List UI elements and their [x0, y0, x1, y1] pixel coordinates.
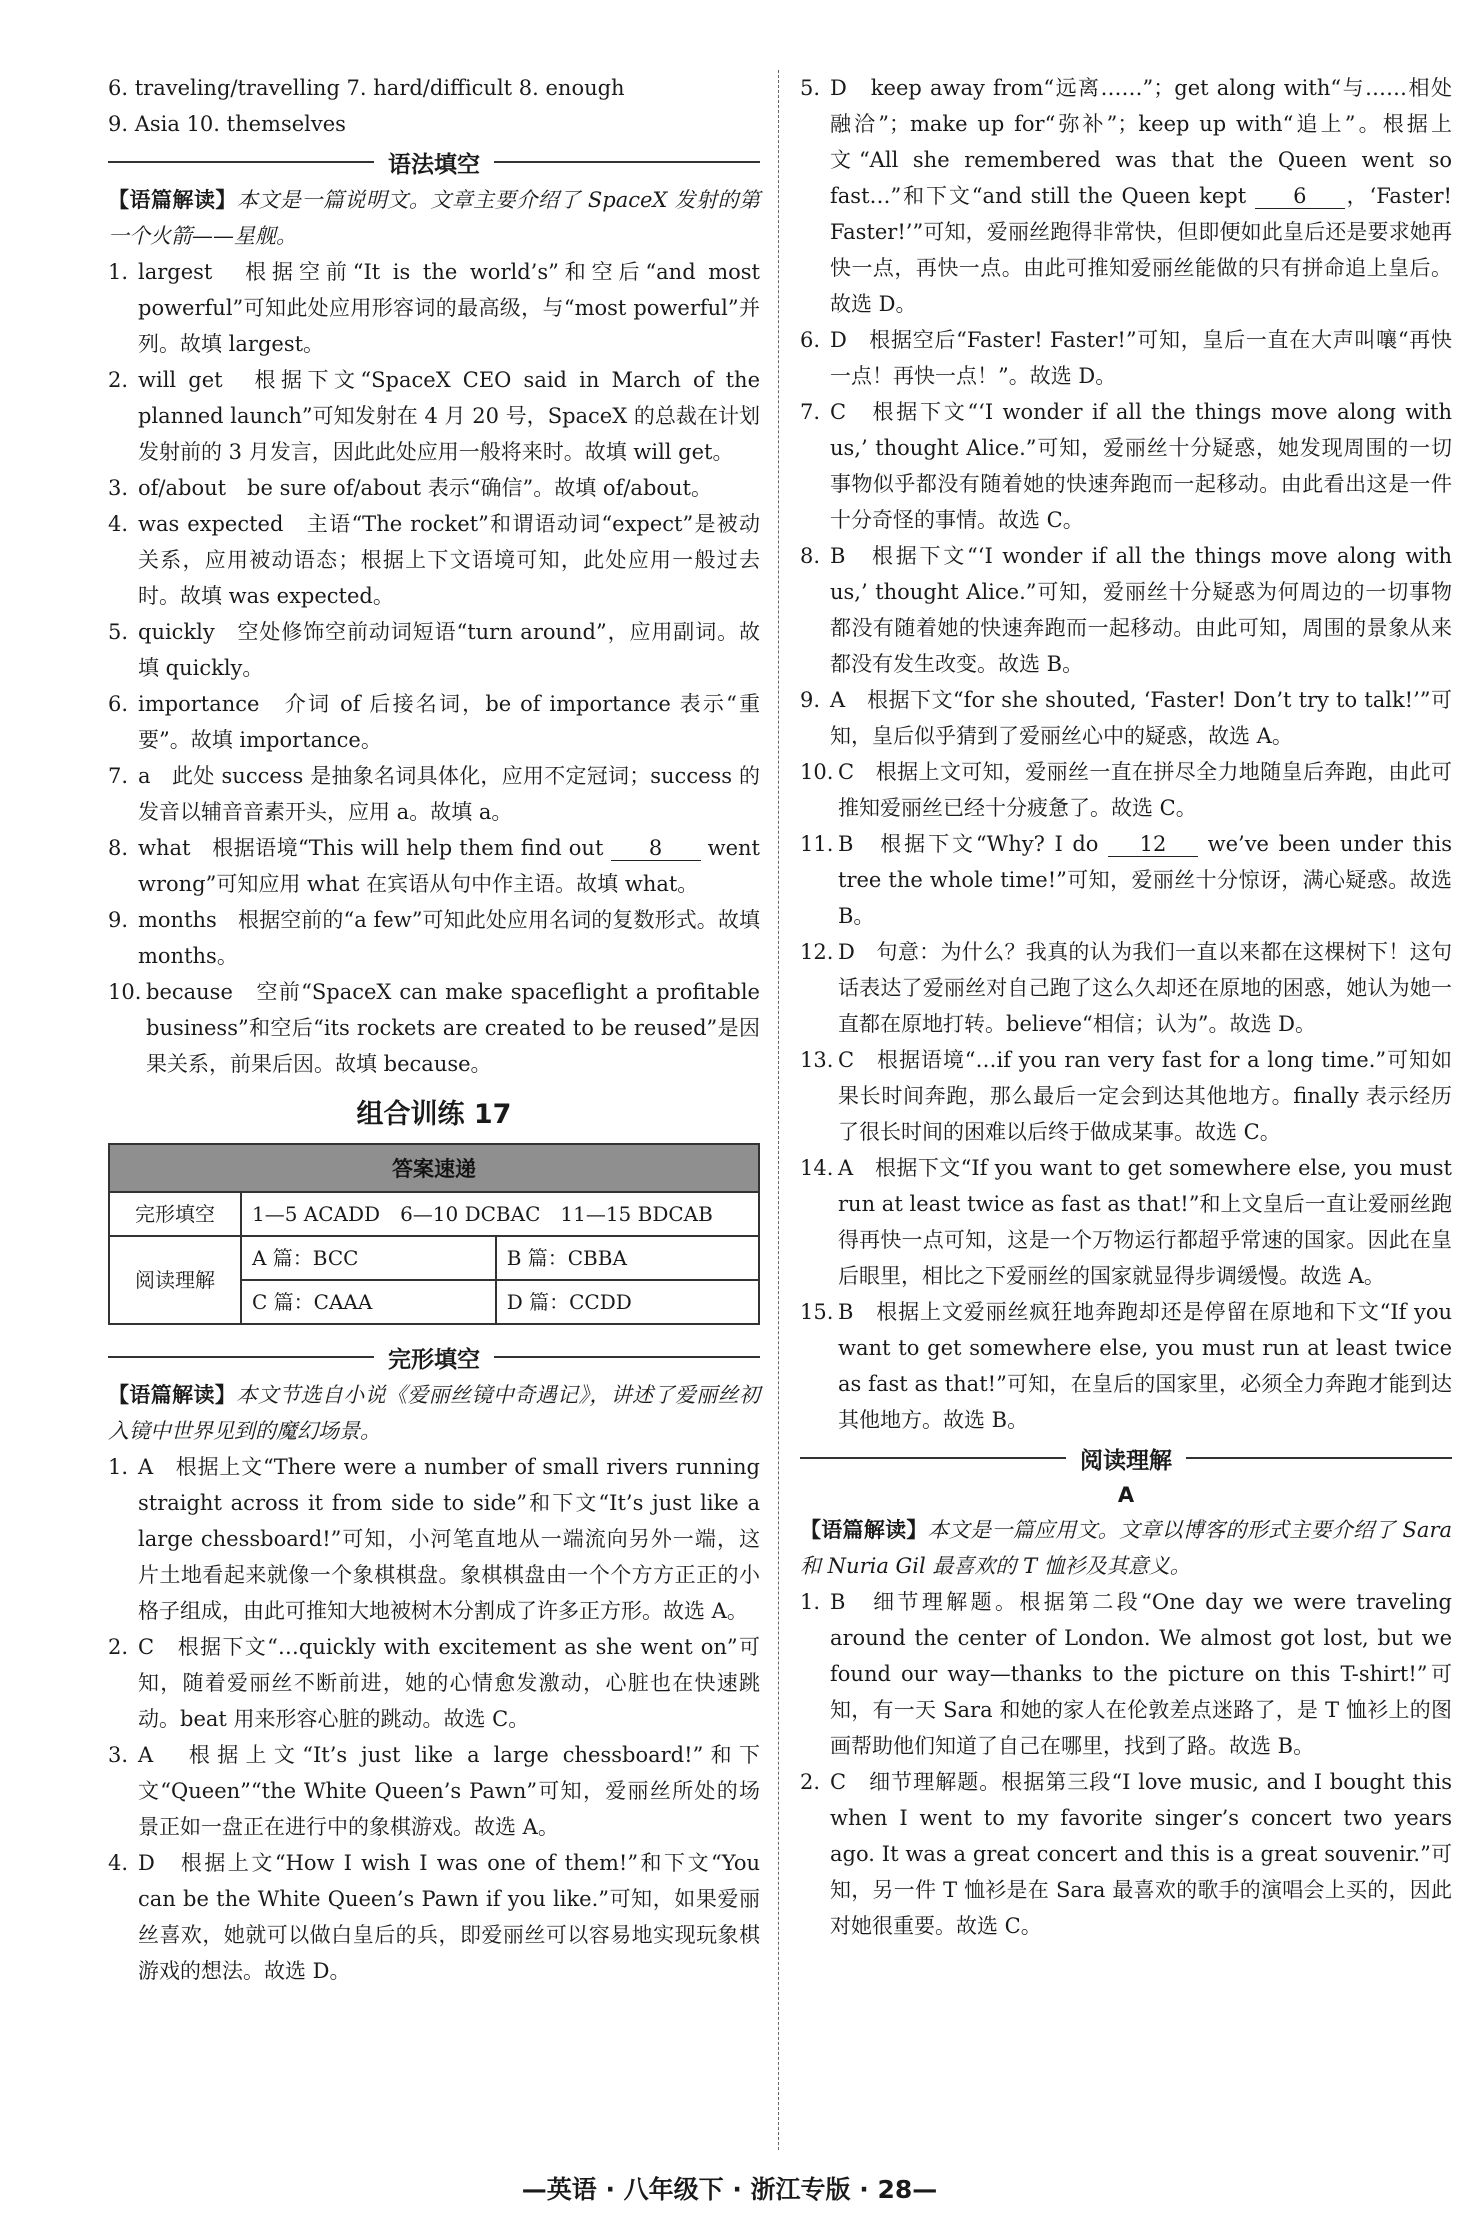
list-item: 13. C 根据语境“…if you ran very fast for a long time.”可知如果长时间奔跑，那么最后一定会到达其他地方。finally 表示经历了很长时间的困难以后终于做成某事。故选 C。 [800, 1048, 1452, 1144]
reading-answer-b: B 篇：CBBA [496, 1236, 759, 1280]
list-item: 12. D 句意：为什么？我真的认为我们一直以来都在这棵树下！这句话表达了爱丽丝对自己跑了这么久却还在原地的困惑，她认为她一直都在原地打转。believe“相信；认为”。故选 D。 [800, 940, 1452, 1036]
section-heading-grammar: 语法填空 [108, 144, 760, 180]
list-item: 4. was expected 主语“The rocket”和谓语动词“expect”是被动关系，应用被动语态；根据上下文语境可知，此处应用一般过去时。故填 was expected。 [108, 512, 760, 608]
cloze-answers: 1—5 ACADD 6—10 DCBAC 11—15 BDCAB [241, 1192, 759, 1236]
list-item: 10. C 根据上文可知，爱丽丝一直在拼尽全力地随皇后奔跑，由此可推知爱丽丝已经十分疲惫了。故选 C。 [800, 760, 1452, 820]
list-item: 3. of/about be sure of/about 表示“确信”。故填 of/about。 [108, 476, 712, 500]
reading-label: 阅读理解 [109, 1236, 241, 1324]
list-item: 2. will get 根据下文“SpaceX CEO said in March of the planned launch”可知发射在 4 月 20 号，SpaceX 的总裁在计划发射前的 3 月发言，因此此处应用一般将来时。故填 will get。 [108, 368, 760, 464]
reading-answer-a: A 篇：BCC [241, 1236, 496, 1280]
answer-line: 9. Asia 10. themselves [108, 112, 346, 136]
passage-intro: 【语篇解读】本文节选自小说《爱丽丝镜中奇遇记》，讲述了爱丽丝初入镜中世界见到的魔幻场景。 [108, 1383, 761, 1443]
section-heading-cloze: 完形填空 [108, 1339, 760, 1375]
section-heading-reading: 阅读理解 [800, 1440, 1452, 1476]
list-item: 5. D keep away from“远离……”；get along with“与……相处融洽”；make up for“弥补”；keep up with“追上”。根据上文“All she remembered was that the Queen went so fast…”和下文“and still the Queen kept 6 ，‘Faster! Faster!’”可知，爱丽丝跑得非常快，但即便如此皇后还是要求她再快一点，再快一点。由此可推知爱丽丝能做的只有拼命追上皇后。故选 D。 [800, 76, 1452, 316]
answer-line: 6. traveling/travelling 7. hard/difficult 8. enough [108, 76, 625, 100]
list-item: 3. A 根据上文“It’s just like a large chessboard!”和下文“Queen”“the White Queen’s Pawn”可知，爱丽丝所处的场景正如一盘正在进行中的象棋游戏。故选 A。 [108, 1743, 760, 1839]
right-column [800, 70, 1452, 1944]
answer-blank: 12 [1108, 832, 1198, 857]
page-footer: —英语 · 八年级下 · 浙江专版 · 28— [521, 2175, 938, 2204]
reading-answer-d: D 篇：CCDD [496, 1280, 759, 1324]
list-item: 2. C 细节理解题。根据第三段“I love music, and I bought this when I went to my favorite singer’s concert two years ago. It was a great concert and this is a great souvenir.”可知，另一件 T 恤衫是在 Sara 最喜欢的歌手的演唱会上买的，因此对她很重要。故选 C。 [800, 1770, 1452, 1938]
column-divider [778, 70, 779, 2150]
passage-intro: 【语篇解读】本文是一篇说明文。文章主要介绍了 SpaceX 发射的第一个火箭——星舰。 [108, 188, 761, 248]
list-item: 14. A 根据下文“If you want to get somewhere else, you must run at least twice as fast as that!”和上文皇后一直让爱丽丝跑得再快一点可知，这是一个万物运行都超乎常速的国家。因此在皇后眼里，相比之下爱丽丝的国家就显得步调缓慢。故选 A。 [800, 1156, 1452, 1288]
list-item: 7. C 根据下文“‘I wonder if all the things move along with us,’ thought Alice.”可知，爱丽丝十分疑惑，她发现周围的一切事物似乎都没有随着她的快速奔跑而一起移动。由此看出这是一件十分奇怪的事情。故选 C。 [800, 400, 1452, 532]
left-column [108, 70, 760, 1989]
list-item: 1. B 细节理解题。根据第二段“One day we were traveling around the center of London. We almost got lost, but we found our way—thanks to the picture on this T-shirt!”可知，有一天 Sara 和她的家人在伦敦差点迷路了，是 T 恤衫上的图画帮助他们知道了自己在哪里，找到了路。故选 B。 [800, 1590, 1452, 1758]
list-item: 10. because 空前“SpaceX can make spaceflight a profitable business”和空后“its rockets are created to be reused”是因果关系，前果后因。故填 because。 [108, 980, 760, 1076]
list-item: 5. quickly 空处修饰空前动词短语“turn around”，应用副词。故填 quickly。 [108, 620, 760, 680]
passage-label: A [1117, 1483, 1135, 1507]
list-item: 1. largest 根据空前“It is the world’s”和空后“and most powerful”可知此处应用形容词的最高级，与“most powerful”并列。故填 largest。 [108, 260, 760, 356]
list-item: 9. months 根据空前的“a few”可知此处应用名词的复数形式。故填 months。 [108, 908, 760, 968]
list-item: 7. a 此处 success 是抽象名词具体化，应用不定冠词；success 的发音以辅音音素开头，应用 a。故填 a。 [108, 764, 760, 824]
answer-blank: 8 [611, 836, 701, 861]
list-item: 2. C 根据下文“…quickly with excitement as she went on”可知，随着爱丽丝不断前进，她的心情愈发激动，心脏也在快速跳动。beat 用来形容心脏的跳动。故选 C。 [108, 1635, 760, 1731]
list-item: 9. A 根据下文“for she shouted, ‘Faster! Don’t try to talk!’”可知，皇后似乎猜到了爱丽丝心中的疑惑，故选 A。 [800, 688, 1452, 748]
list-item: 6. D 根据空后“Faster! Faster!”可知，皇后一直在大声叫嚷“再快一点！再快一点！”。故选 D。 [800, 328, 1452, 388]
combo-title: 组合训练 17 [356, 1099, 512, 1130]
list-item: 4. D 根据上文“How I wish I was one of them!”和下文“You can be the White Queen’s Pawn if you like.”可知，如果爱丽丝喜欢，她就可以做白皇后的兵，即爱丽丝可以容易地实现玩象棋游戏的想法。故选 D。 [108, 1851, 760, 1983]
answer-table [108, 1143, 760, 1325]
list-item: 8. what 根据语境“This will help them find out 8 went wrong”可知应用 what 在宾语从句中作主语。故填 what。 [108, 836, 760, 896]
list-item: 11. B 根据下文“Why? I do 12 we’ve been under this tree the whole time!”可知，爱丽丝十分惊讶，满心疑惑。故选 B。 [800, 832, 1452, 928]
reading-answer-c: C 篇：CAAA [241, 1280, 496, 1324]
list-item: 6. importance 介词 of 后接名词，be of importance 表示“重要”。故填 importance。 [108, 692, 760, 752]
answer-table-header: 答案速递 [109, 1144, 759, 1192]
passage-intro: 【语篇解读】本文是一篇应用文。文章以博客的形式主要介绍了 Sara 和 Nuria Gil 最喜欢的 T 恤衫及其意义。 [800, 1518, 1453, 1578]
list-item: 8. B 根据下文“‘I wonder if all the things move along with us,’ thought Alice.”可知，爱丽丝十分疑惑为何周边的一切事物都没有随着她的快速奔跑而一起移动。由此可知，周围的景象从来都没有发生改变。故选 B。 [800, 544, 1452, 676]
cloze-label: 完形填空 [109, 1192, 241, 1236]
answer-blank: 6 [1255, 184, 1345, 209]
list-item: 1. A 根据上文“There were a number of small rivers running straight across it from side to side”和下文“It’s just like a large chessboard!”可知，小河笔直地从一端流向另外一端，这片土地看起来就像一个象棋棋盘。象棋棋盘由一个个方方正正的小格子组成，由此可推知大地被树木分割成了许多正方形。故选 A。 [108, 1455, 760, 1623]
list-item: 15. B 根据上文爱丽丝疯狂地奔跑却还是停留在原地和下文“If you want to get somewhere else, you must run at least twice as fast as that!”可知，在皇后的国家里，必须全力奔跑才能到达其他地方。故选 B。 [800, 1300, 1452, 1432]
